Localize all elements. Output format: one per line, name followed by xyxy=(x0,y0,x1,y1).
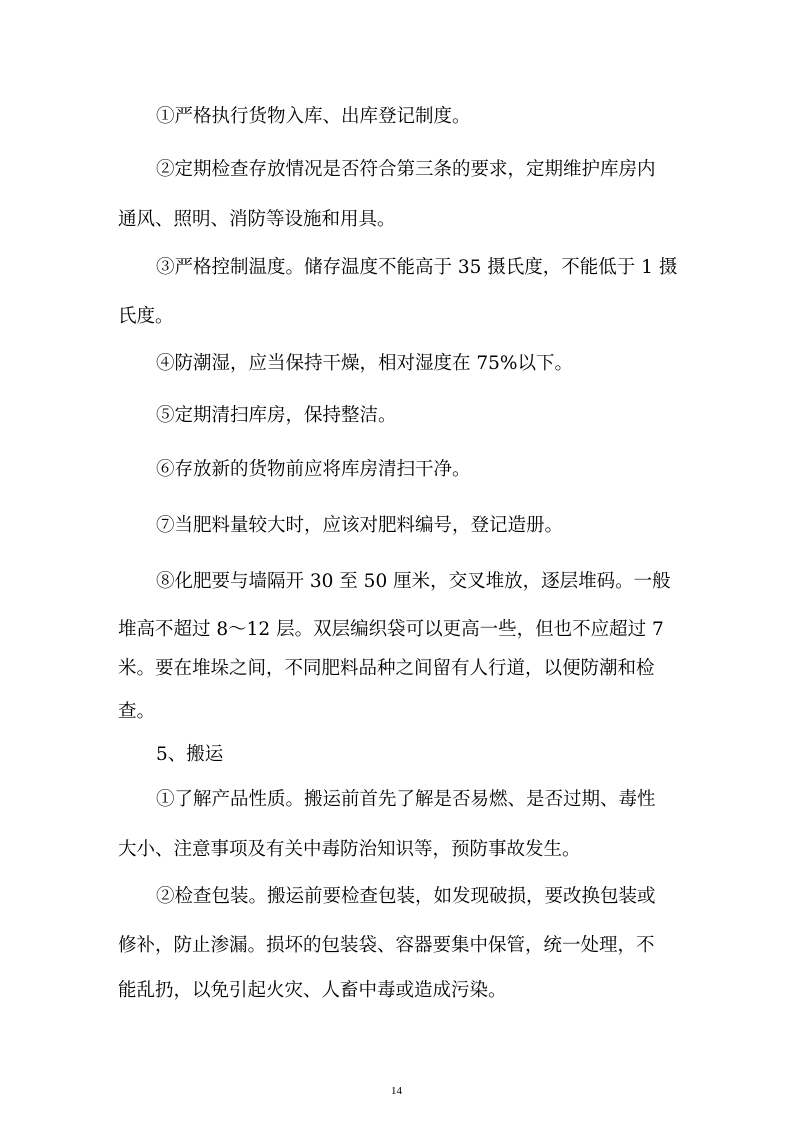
paragraph-line: ③严格控制温度。储存温度不能高于 35 摄氏度，不能低于 1 摄 xyxy=(156,257,678,278)
paragraph-line: 查。 xyxy=(118,701,156,722)
paragraph-line: 能乱扔，以免引起火灾、人畜中毒或造成污染。 xyxy=(118,980,507,1001)
paragraph-line: ⑦当肥料量较大时，应该对肥料编号，登记造册。 xyxy=(156,515,564,536)
paragraph-line: ⑥存放新的货物前应将库房清扫干净。 xyxy=(156,459,471,480)
paragraph-line: 通风、照明、消防等设施和用具。 xyxy=(118,209,396,230)
page-number: 14 xyxy=(391,1085,402,1097)
paragraph-line: ⑧化肥要与墙隔开 30 至 50 厘米，交叉堆放，逐层堆码。一般 xyxy=(156,571,671,592)
paragraph-line: ①了解产品性质。搬运前首先了解是否易燃、是否过期、毒性 xyxy=(156,789,656,810)
paragraph-line: 堆高不超过 8～12 层。双层编织袋可以更高一些，但也不应超过 7 xyxy=(118,619,664,640)
paragraph-line: 氏度。 xyxy=(118,306,174,327)
paragraph-line: ④防潮湿，应当保持干燥，相对湿度在 75%以下。 xyxy=(156,353,574,374)
paragraph-line: ②检查包装。搬运前要检查包装，如发现破损，要改换包装或 xyxy=(156,886,656,907)
paragraph-line: ①严格执行货物入库、出库登记制度。 xyxy=(156,106,471,127)
paragraph-line: ②定期检查存放情况是否符合第三条的要求，定期维护库房内 xyxy=(156,159,656,180)
paragraph-line: 米。要在堆垛之间，不同肥料品种之间留有人行道，以便防潮和检 xyxy=(118,658,655,679)
paragraph-line: 修补，防止渗漏。损坏的包装袋、容器要集中保管，统一处理，不 xyxy=(118,935,655,956)
paragraph-line: ⑤定期清扫库房，保持整洁。 xyxy=(156,405,397,426)
paragraph-line: 大小、注意事项及有关中毒防治知识等，预防事故发生。 xyxy=(118,839,581,860)
section-heading: 5、搬运 xyxy=(156,744,224,765)
